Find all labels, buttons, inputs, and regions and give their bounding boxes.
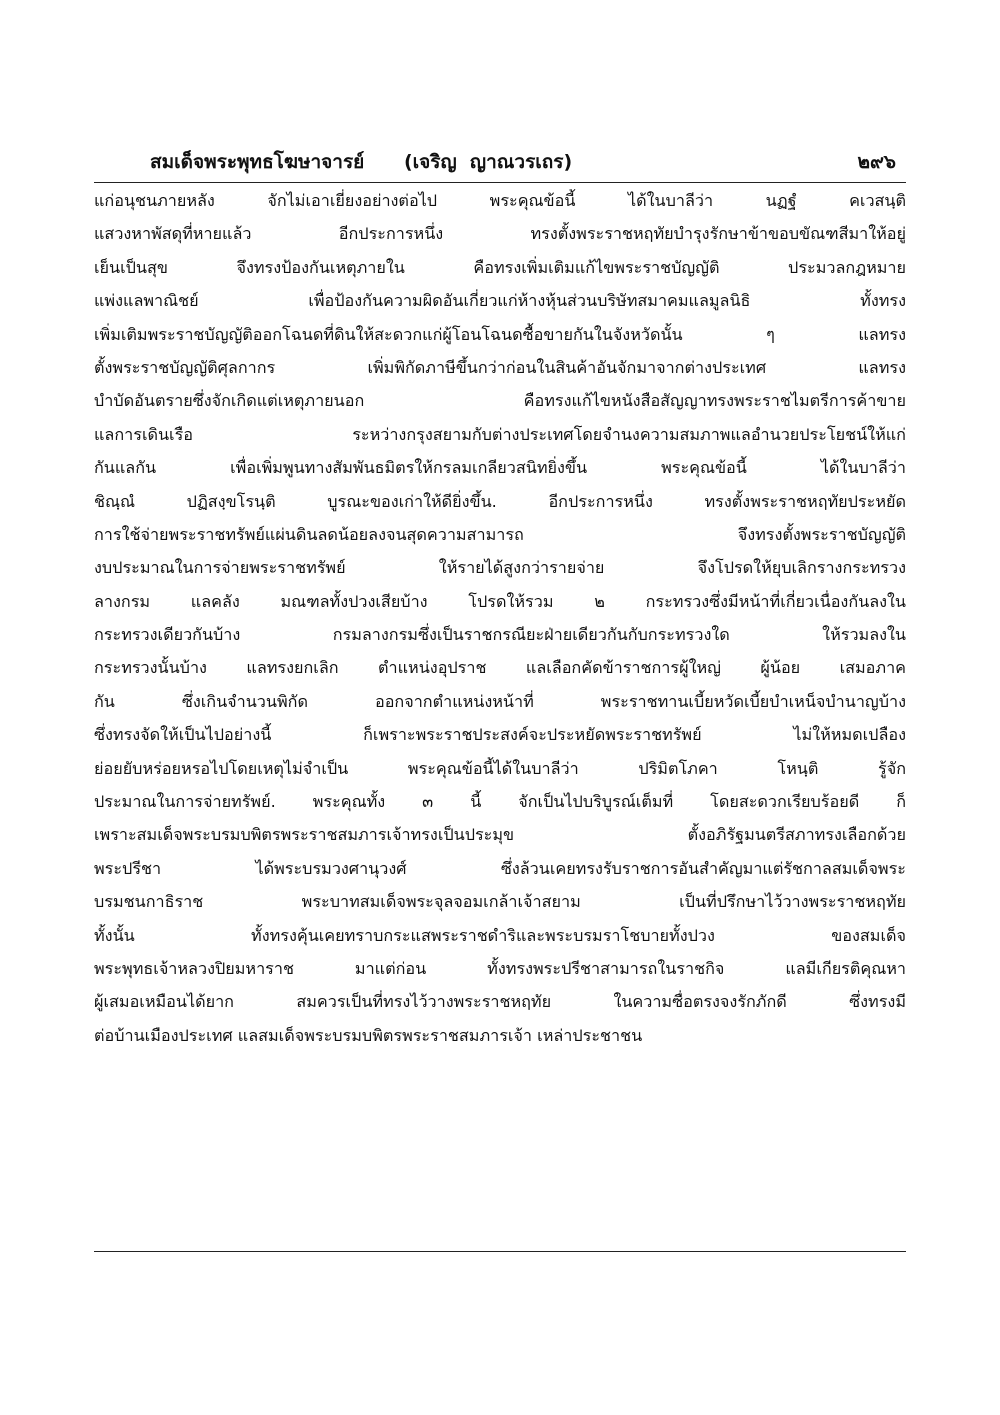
header-rule	[94, 182, 906, 183]
body-line: เย็นเป็นสุข จึงทรงป้องกันเหตุภายใน คือทรงเพิ่มเติมแก้ไขพระราชบัญญัติ ประมวลกฎหมาย	[94, 257, 906, 277]
body-line: แก่อนุชนภายหลัง จักไม่เอาเยี่ยงอย่างต่อไป พระคุณข้อนี้ ได้ในบาลีว่า นฏฐํ คเวสนฺติ	[94, 191, 906, 210]
body-line: ชิณฺณํ ปฏิสงฺขโรนฺติ บูรณะของเก่าให้ดียิ่งขึ้น. อีกประการหนึ่ง ทรงตั้งพระราชหฤทัยประหยัด	[94, 491, 906, 511]
body-line: กระทรวงเดียวกันบ้าง กรมลางกรมซึ่งเป็นราชกรณียะฝ่ายเดียวกันกับกระทรวงใด ให้รวมลงใน	[94, 625, 906, 645]
body-line: กระทรวงนั้นบ้าง แลทรงยกเลิก ตำแหน่งอุปราช แลเลือกคัดข้าราชการผู้ใหญ่ ผู้น้อย เสมอภาค	[94, 658, 906, 678]
body-line: ผู้เสมอเหมือนได้ยาก สมควรเป็นที่ทรงไว้วางพระราชหฤทัย ในความซื่อตรงจงรักภักดี ซึ่งทรงมี	[94, 992, 906, 1012]
body-line: ทั้งนั้น ทั้งทรงคุ้นเคยทราบกระแสพระราชดำริและพระบรมราโชบายทั้งปวง ของสมเด็จ	[94, 925, 906, 945]
body-line: เพราะสมเด็จพระบรมบพิตรพระราชสมภารเจ้าทรงเป็นประมุข ตั้งอภิรัฐมนตรีสภาทรงเลือกด้วย	[94, 825, 906, 845]
body-line: ประมาณในการจ่ายทรัพย์. พระคุณทั้ง ๓ นี้ จักเป็นไปบริบูรณ์เต็มที่ โดยสะดวกเรียบร้อยดี ก็	[94, 792, 906, 812]
footer-rule	[94, 1251, 906, 1252]
body-line: เพิ่มเติมพระราชบัญญัติออกโฉนดที่ดินให้สะดวกแก่ผู้โอนโฉนดซื้อขายกันในจังหวัดนั้น ๆ แลทรง	[94, 324, 906, 344]
body-line: ลางกรม แลคลัง มณฑลทั้งปวงเสียบ้าง โปรดให้รวม ๒ กระทรวงซึ่งมีหน้าที่เกี่ยวเนื่องกันลงใน	[94, 591, 906, 611]
body-line: แสวงหาพัสดุที่หายแล้ว อีกประการหนึ่ง ทรงตั้งพระราชหฤทัยบำรุงรักษาข้าขอบขัณฑสีมาให้อยู่	[94, 224, 906, 244]
body-line: บรมชนกาธิราช พระบาทสมเด็จพระจุลจอมเกล้าเจ้าสยาม เป็นที่ปรึกษาไว้วางพระราชหฤทัย	[94, 892, 906, 912]
body-line: แพ่งแลพาณิชย์ เพื่อป้องกันความผิดอันเกี่ยวแก่ห้างหุ้นส่วนบริษัทสมาคมแลมูลนิธิ ทั้งทรง	[94, 291, 906, 311]
body-text	[94, 184, 906, 1052]
running-header	[94, 145, 906, 181]
body-line: บำบัดอันตรายซึ่งจักเกิดแต่เหตุภายนอก คือทรงแก้ไขหนังสือสัญญาทรงพระราชไมตรีการค้าขาย	[94, 391, 906, 411]
body-line: งบประมาณในการจ่ายพระราชทรัพย์ ให้รายได้สูงกว่ารายจ่าย จึงโปรดให้ยุบเลิกรางกระทรวง	[94, 558, 906, 578]
header-title: สมเด็จพระพุทธโฆษาจารย์ (เจริญ ญาณวรเถร)	[150, 151, 573, 173]
body-line: ซึ่งทรงจัดให้เป็นไปอย่างนี้ ก็เพราะพระราชประสงค์จะประหยัดพระราชทรัพย์ ไม่ให้หมดเปลือง	[94, 725, 906, 745]
body-line: การใช้จ่ายพระราชทรัพย์แผ่นดินลดน้อยลงจนสุดความสามารถ จึงทรงตั้งพระราชบัญญัติ	[94, 524, 906, 544]
body-line: กันแลกัน เพื่อเพิ่มพูนทางสัมพันธมิตรให้กรลมเกลียวสนิทยิ่งขึ้น พระคุณข้อนี้ ได้ในบาลีว่า	[94, 458, 906, 478]
body-line: แลการเดินเรือ ระหว่างกรุงสยามกับต่างประเทศโดยจำนงความสมภาพแลอำนวยประโยชน์ให้แก่	[94, 424, 906, 444]
body-line: พระพุทธเจ้าหลวงปิยมหาราช มาแต่ก่อน ทั้งทรงพระปรีชาสามารถในราชกิจ แลมีเกียรติคุณหา	[94, 958, 906, 978]
page-number: ๒๙๖	[857, 151, 896, 173]
body-line: กัน ซึ่งเกินจำนวนพิกัด ออกจากตำแหน่งหน้าที่ พระราชทานเบี้ยหวัดเบี้ยบำเหน็จบำนาญบ้าง	[94, 691, 906, 711]
body-line: พระปรีชา ได้พระบรมวงศานุวงศ์ ซึ่งล้วนเคยทรงรับราชการอันสำคัญมาแต่รัชกาลสมเด็จพระ	[94, 858, 906, 878]
body-line: ตั้งพระราชบัญญัติศุลกากร เพิ่มพิกัดภาษีขึ้นกว่าก่อนในสินค้าอันจักมาจากต่างประเทศ แลทรง	[94, 357, 906, 377]
body-line: ต่อบ้านเมืองประเทศ แลสมเด็จพระบรมบพิตรพระราชสมภารเจ้า เหล่าประชาชน	[94, 1025, 643, 1045]
body-line: ย่อยยับหร่อยหรอไปโดยเหตุไม่จำเป็น พระคุณข้อนี้ได้ในบาลีว่า ปริมิตโภคา โหนฺติ รู้จัก	[94, 758, 906, 778]
